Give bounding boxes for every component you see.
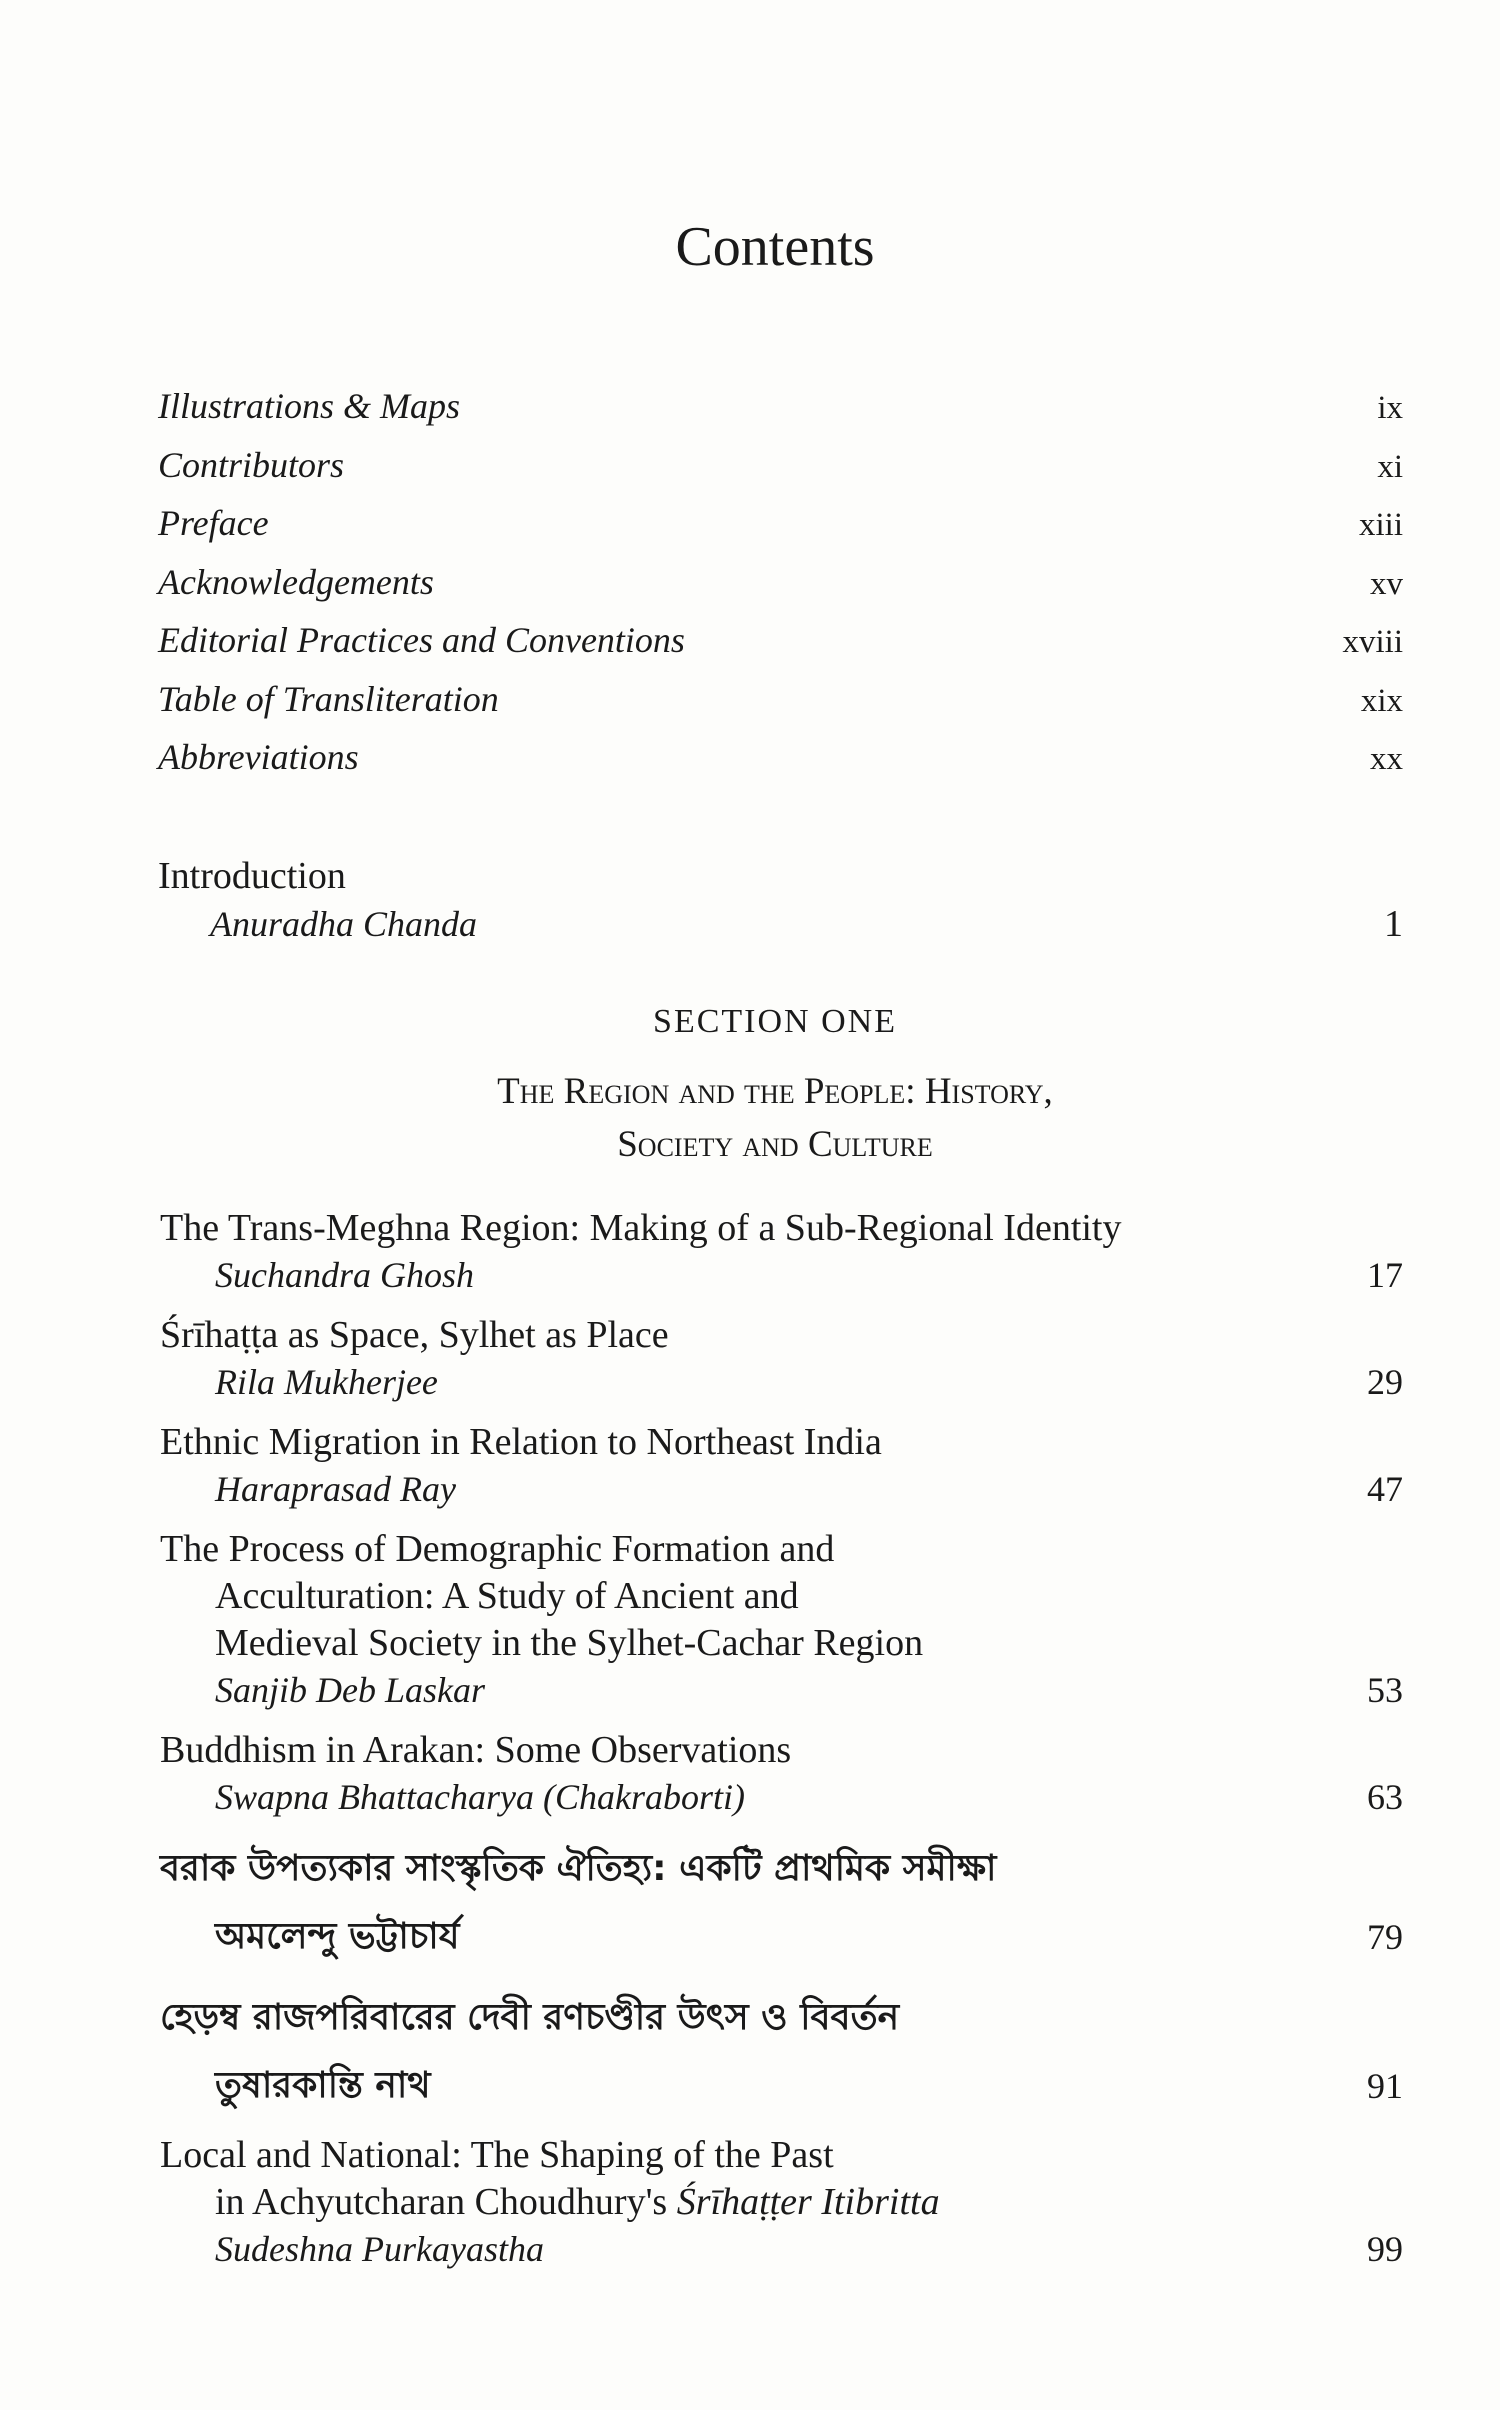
front-matter-item[interactable] xyxy=(158,502,1403,561)
front-matter-item[interactable] xyxy=(158,385,1403,444)
chapter-page: 63 xyxy=(1367,1777,1403,1817)
introduction-entry[interactable] xyxy=(158,852,1403,948)
chapter-title-text: in Achyutcharan Choudhury's xyxy=(215,2181,677,2223)
chapter-entry[interactable] xyxy=(160,1526,1403,1714)
front-matter-item[interactable] xyxy=(158,678,1403,737)
chapter-title: হেড়ম্ব রাজপরিবারের দেবী রণচণ্ডীর উৎস ও বিবর্তন xyxy=(160,1997,900,2038)
chapter-title-continued: Medieval Society in the Sylhet-Cachar Region xyxy=(215,1622,924,1664)
chapter-page: 29 xyxy=(1367,1362,1403,1402)
chapter-entry[interactable] xyxy=(160,1312,1403,1406)
chapter-author: Swapna Bhattacharya (Chakraborti) xyxy=(215,1777,745,1817)
chapter-title: Ethnic Migration in Relation to Northeast India xyxy=(160,1421,882,1463)
introduction-title: Introduction xyxy=(158,855,346,897)
chapter-list xyxy=(160,1205,1403,2286)
chapter-author: Sudeshna Purkayastha xyxy=(215,2229,544,2269)
front-matter-page: ix xyxy=(1377,390,1403,426)
front-matter-list xyxy=(158,385,1403,795)
front-matter-label: Editorial Practices and Conventions xyxy=(158,620,685,660)
front-matter-label: Acknowledgements xyxy=(158,561,434,602)
chapter-page: 53 xyxy=(1367,1670,1403,1710)
chapter-author: Haraprasad Ray xyxy=(215,1469,456,1509)
page-title: Contents xyxy=(675,216,875,278)
front-matter-item[interactable] xyxy=(158,619,1403,678)
front-matter-page: xv xyxy=(1370,565,1403,602)
introduction-author: Anuradha Chanda xyxy=(210,904,478,944)
front-matter-label: Table of Transliteration xyxy=(158,678,499,719)
chapter-page: 17 xyxy=(1367,1255,1403,1295)
chapter-author: Rila Mukherjee xyxy=(215,1362,438,1402)
chapter-author: Sanjib Deb Laskar xyxy=(215,1670,485,1710)
front-matter-page: xviii xyxy=(1342,624,1403,660)
section-title xyxy=(0,1065,1500,1171)
chapter-page: 79 xyxy=(1367,1917,1403,1957)
chapter-page: 47 xyxy=(1367,1469,1403,1509)
chapter-title-italic: Śrīhaṭṭer Itibritta xyxy=(676,2181,940,2223)
front-matter-label: Contributors xyxy=(158,444,345,485)
chapter-entry-bengali[interactable] xyxy=(160,1834,1403,1970)
chapter-page: 91 xyxy=(1367,2066,1403,2106)
chapter-title: Śrīhaṭṭa as Space, Sylhet as Place xyxy=(160,1314,669,1356)
chapter-title-continued xyxy=(160,2179,1403,2226)
chapter-page: 99 xyxy=(1367,2229,1403,2269)
front-matter-item[interactable] xyxy=(158,561,1403,620)
chapter-title: Buddhism in Arakan: Some Observations xyxy=(160,1729,792,1771)
front-matter-page: xi xyxy=(1377,448,1403,485)
front-matter-label: Abbreviations xyxy=(158,737,359,777)
chapter-author: Suchandra Ghosh xyxy=(215,1255,474,1295)
front-matter-page: xix xyxy=(1360,682,1403,719)
front-matter-label: Illustrations & Maps xyxy=(158,386,461,426)
introduction-page: 1 xyxy=(1384,903,1403,945)
front-matter-page: xx xyxy=(1370,741,1403,777)
section-title-line: The Region and the People: History, xyxy=(497,1071,1053,1112)
section-title-line: Society and Culture xyxy=(617,1124,933,1165)
chapter-entry[interactable] xyxy=(160,1727,1403,1821)
chapter-title: Local and National: The Shaping of the Past xyxy=(160,2134,834,2176)
chapter-entry-bengali[interactable] xyxy=(160,1983,1403,2119)
front-matter-item[interactable] xyxy=(158,736,1403,795)
chapter-entry[interactable] xyxy=(160,2132,1403,2273)
chapter-author: অমলেন্দু ভট্টাচার্য xyxy=(215,1916,460,1957)
chapter-title: The Trans-Meghna Region: Making of a Sub-Regional Identity xyxy=(160,1207,1122,1249)
section-number: SECTION ONE xyxy=(653,1003,897,1040)
front-matter-page: xiii xyxy=(1358,507,1403,543)
chapter-title: The Process of Demographic Formation and xyxy=(160,1528,835,1570)
front-matter-item[interactable] xyxy=(158,444,1403,503)
chapter-title-continued: Acculturation: A Study of Ancient and xyxy=(215,1575,799,1617)
front-matter-label: Preface xyxy=(158,503,269,543)
chapter-entry[interactable] xyxy=(160,1419,1403,1513)
chapter-title: বরাক উপত্যকার সাংস্কৃতিক ঐতিহ্য: একটি প্রাথমিক সমীক্ষা xyxy=(160,1848,997,1889)
chapter-entry[interactable] xyxy=(160,1205,1403,1299)
chapter-author: তুষারকান্তি নাথ xyxy=(215,2065,431,2106)
